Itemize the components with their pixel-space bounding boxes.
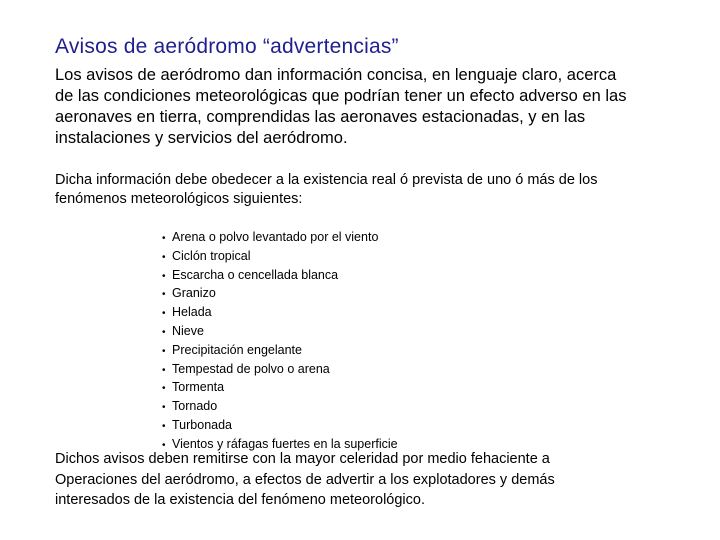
list-item-label: Turbonada [172, 417, 232, 432]
bullet-icon: • [162, 308, 166, 320]
bullet-icon: • [162, 270, 166, 282]
intro-paragraph [55, 65, 695, 149]
list-item [162, 229, 398, 248]
intro-line: de las condiciones meteorológicas que podrían tener un efecto adverso en las [55, 87, 627, 105]
list-item [162, 304, 398, 323]
list-item [162, 379, 398, 398]
list-item-label: Vientos y ráfagas fuertes en la superficie [172, 436, 398, 451]
intro-line: aeronaves en tierra, comprendidas las aeronaves estacionadas, y en las [55, 108, 586, 126]
bullet-icon: • [162, 345, 166, 357]
list-item-label: Tempestad de polvo o arena [172, 361, 330, 376]
list-item-label: Arena o polvo levantado por el viento [172, 230, 379, 244]
closing-paragraph [55, 449, 695, 511]
intro-line: Los avisos de aeródromo dan información concisa, en lenguaje claro, acerca [55, 66, 617, 84]
list-item [162, 323, 398, 342]
closing-line: Dichos avisos deben remitirse con la mayor celeridad por medio fehaciente a [55, 451, 550, 467]
paragraph-line: fenómenos meteorológicos siguientes: [55, 191, 303, 207]
list-item [162, 398, 398, 417]
list-item-label: Tornado [172, 399, 218, 414]
list-item [162, 342, 398, 361]
list-item-label: Escarcha o cencellada blanca [172, 267, 339, 282]
page-title: Avisos de aeródromo “advertencias” [55, 35, 399, 58]
list-item [162, 267, 398, 286]
bullet-icon: • [162, 364, 166, 376]
phenomena-list [162, 229, 398, 455]
bullet-icon: • [162, 233, 166, 244]
bullet-icon: • [162, 326, 166, 338]
list-item-label: Nieve [172, 323, 204, 338]
bullet-icon: • [162, 402, 166, 414]
bullet-icon: • [162, 420, 166, 432]
list-item [162, 248, 398, 267]
list-item [162, 361, 398, 380]
bullet-icon: • [162, 289, 166, 301]
paragraph-line: Dicha información debe obedecer a la existencia real ó prevista de uno ó más de los [55, 172, 598, 188]
bullet-icon: • [162, 383, 166, 395]
list-item-label: Precipitación engelante [172, 342, 302, 357]
list-item-label: Granizo [172, 286, 216, 301]
list-item-label: Ciclón tropical [172, 248, 251, 263]
closing-line: interesados de la existencia del fenómeno meteorológico. [55, 492, 425, 508]
phenomena-intro-paragraph [55, 171, 695, 209]
list-item [162, 285, 398, 304]
bullet-icon: • [162, 251, 166, 263]
bullet-icon: • [162, 439, 166, 451]
intro-line: instalaciones y servicios del aeródromo. [55, 129, 348, 147]
closing-line: Operaciones del aeródromo, a efectos de advertir a los explotadores y demás [55, 471, 555, 488]
list-item-label: Tormenta [172, 380, 225, 395]
list-item [162, 417, 398, 436]
list-item-label: Helada [172, 305, 212, 320]
